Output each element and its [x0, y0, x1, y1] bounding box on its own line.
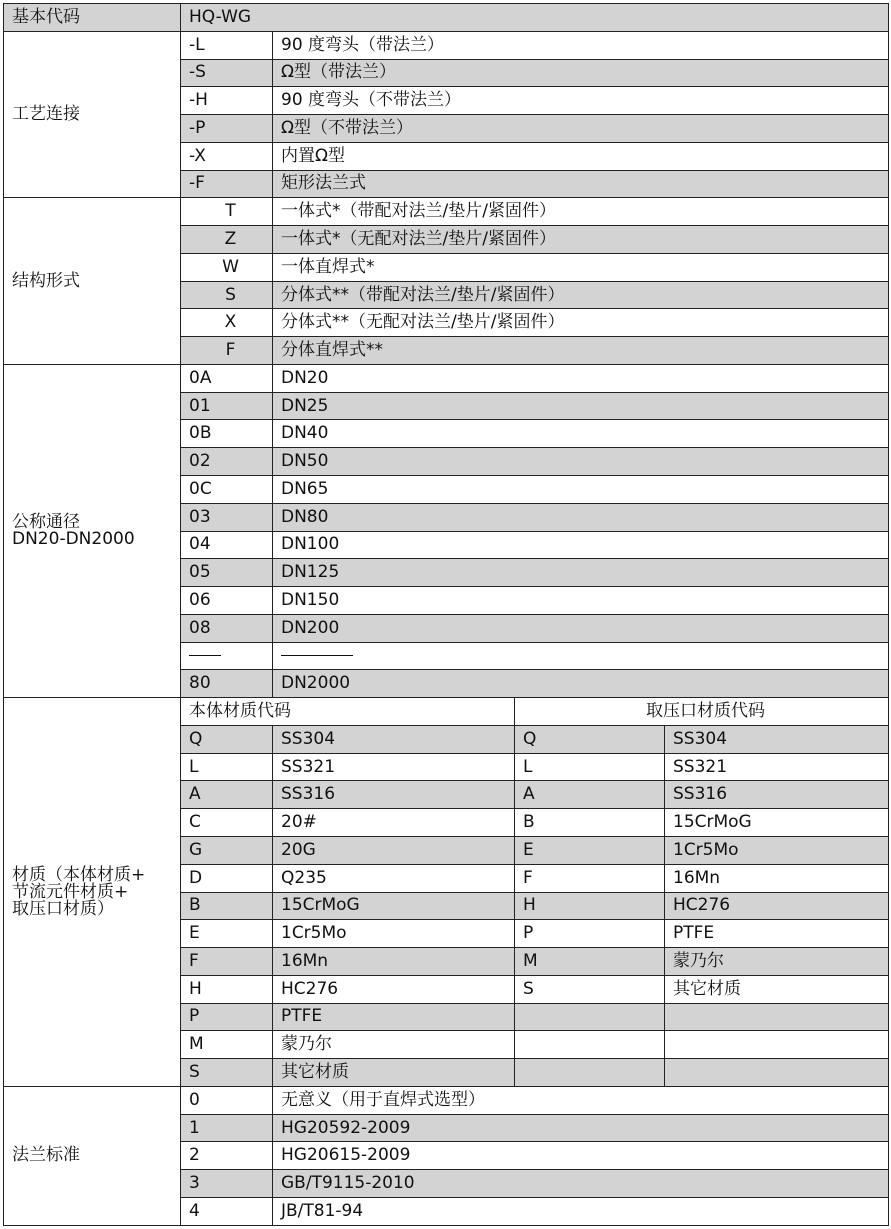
port-material-header: 取压口材质代码: [515, 698, 889, 726]
body-desc: 20G: [273, 836, 515, 864]
option-desc: DN20: [273, 364, 889, 392]
port-desc: SS321: [665, 753, 889, 781]
option-code: 1: [181, 1114, 273, 1142]
option-desc: 90 度弯头（不带法兰）: [273, 87, 889, 115]
option-desc: DN125: [273, 559, 889, 587]
port-desc: 其它材质: [665, 975, 889, 1003]
diameter-label-line1: 公称通径: [12, 512, 80, 533]
option-desc: DN65: [273, 476, 889, 504]
port-code: P: [515, 920, 665, 948]
option-code: 08: [181, 614, 273, 642]
port-desc: 16Mn: [665, 864, 889, 892]
port-code: M: [515, 948, 665, 976]
body-desc: SS304: [273, 725, 515, 753]
port-desc: 15CrMoG: [665, 809, 889, 837]
port-code: A: [515, 781, 665, 809]
option-code: 0: [181, 1086, 273, 1114]
structure-row: [4, 198, 889, 226]
body-desc: PTFE: [273, 1003, 515, 1031]
connection-label: 工艺连接: [4, 31, 181, 198]
option-desc: 一体直焊式*: [273, 253, 889, 281]
material-header-row: [4, 698, 889, 726]
port-desc: 1Cr5Mo: [665, 836, 889, 864]
port-desc: HC276: [665, 892, 889, 920]
connection-row: [4, 31, 889, 59]
option-code: -F: [181, 170, 273, 198]
option-desc: Ω型（不带法兰）: [273, 115, 889, 143]
port-desc: SS316: [665, 781, 889, 809]
option-code: 04: [181, 531, 273, 559]
ellipsis-dash-long: [281, 655, 353, 656]
body-desc: 1Cr5Mo: [273, 920, 515, 948]
port-code-empty: [515, 1003, 665, 1031]
body-desc: 其它材质: [273, 1059, 515, 1087]
body-code: C: [181, 809, 273, 837]
option-code: -H: [181, 87, 273, 115]
body-desc: SS321: [273, 753, 515, 781]
option-code: 03: [181, 503, 273, 531]
body-code: D: [181, 864, 273, 892]
body-code: S: [181, 1059, 273, 1087]
option-desc: JB/T81-94: [273, 1197, 889, 1225]
body-code: L: [181, 753, 273, 781]
ellipsis-code-cell: [181, 642, 273, 670]
option-code: 05: [181, 559, 273, 587]
material-label-line3: 取压口材质）: [12, 898, 114, 919]
diameter-label-line2: DN20-DN2000: [12, 529, 135, 550]
option-desc: 一体式*（无配对法兰/垫片/紧固件）: [273, 226, 889, 254]
body-desc: 16Mn: [273, 948, 515, 976]
option-code: Z: [181, 226, 273, 254]
option-desc: DN80: [273, 503, 889, 531]
option-code: 3: [181, 1170, 273, 1198]
option-desc: HG20615-2009: [273, 1142, 889, 1170]
option-code: 0A: [181, 364, 273, 392]
option-desc: 一体式*（带配对法兰/垫片/紧固件）: [273, 198, 889, 226]
option-desc: HG20592-2009: [273, 1114, 889, 1142]
material-label-line2: 节流元件材质+: [12, 881, 129, 902]
port-code: S: [515, 975, 665, 1003]
option-code: F: [181, 337, 273, 365]
body-code: A: [181, 781, 273, 809]
option-desc: 分体直焊式**: [273, 337, 889, 365]
port-code: E: [515, 836, 665, 864]
body-code: M: [181, 1031, 273, 1059]
body-code: H: [181, 975, 273, 1003]
port-code: Q: [515, 725, 665, 753]
option-code: 2: [181, 1142, 273, 1170]
option-code: 02: [181, 448, 273, 476]
option-code: 80: [181, 670, 273, 698]
option-code: W: [181, 253, 273, 281]
port-desc: 蒙乃尔: [665, 948, 889, 976]
body-code: F: [181, 948, 273, 976]
port-desc-empty: [665, 1031, 889, 1059]
option-desc: GB/T9115-2010: [273, 1170, 889, 1198]
structure-label: 结构形式: [4, 198, 181, 365]
option-desc: 分体式**（带配对法兰/垫片/紧固件）: [273, 281, 889, 309]
port-code: L: [515, 753, 665, 781]
option-desc: 内置Ω型: [273, 142, 889, 170]
option-code: -S: [181, 59, 273, 87]
option-desc: 90 度弯头（带法兰）: [273, 31, 889, 59]
port-desc: PTFE: [665, 920, 889, 948]
port-code-empty: [515, 1031, 665, 1059]
body-desc: HC276: [273, 975, 515, 1003]
option-desc: DN2000: [273, 670, 889, 698]
option-code: -X: [181, 142, 273, 170]
option-code: -L: [181, 31, 273, 59]
port-desc: SS304: [665, 725, 889, 753]
option-desc: DN150: [273, 587, 889, 615]
option-desc: DN200: [273, 614, 889, 642]
body-desc: SS316: [273, 781, 515, 809]
flange-row: [4, 1086, 889, 1114]
port-desc-empty: [665, 1003, 889, 1031]
model-selection-table: [3, 3, 889, 1226]
diameter-row: [4, 364, 889, 392]
option-desc: DN25: [273, 392, 889, 420]
port-code-empty: [515, 1059, 665, 1087]
body-code: P: [181, 1003, 273, 1031]
option-code: 01: [181, 392, 273, 420]
option-desc: DN40: [273, 420, 889, 448]
port-desc-empty: [665, 1059, 889, 1087]
port-code: H: [515, 892, 665, 920]
body-desc: Q235: [273, 864, 515, 892]
body-desc: 20#: [273, 809, 515, 837]
port-code: F: [515, 864, 665, 892]
body-material-header: 本体材质代码: [181, 698, 515, 726]
option-code: X: [181, 309, 273, 337]
option-code: S: [181, 281, 273, 309]
body-code: Q: [181, 725, 273, 753]
body-code: G: [181, 836, 273, 864]
base-code-label: 基本代码: [4, 4, 181, 32]
option-code: 4: [181, 1197, 273, 1225]
port-code: B: [515, 809, 665, 837]
option-desc: 矩形法兰式: [273, 170, 889, 198]
ellipsis-desc-cell: [273, 642, 889, 670]
option-desc: Ω型（带法兰）: [273, 59, 889, 87]
option-code: 06: [181, 587, 273, 615]
option-code: T: [181, 198, 273, 226]
body-desc: 15CrMoG: [273, 892, 515, 920]
option-code: 0C: [181, 476, 273, 504]
option-code: -P: [181, 115, 273, 143]
option-desc: DN50: [273, 448, 889, 476]
option-desc: DN100: [273, 531, 889, 559]
material-label-line1: 材质（本体材质+: [12, 864, 146, 885]
body-desc: 蒙乃尔: [273, 1031, 515, 1059]
option-code: 0B: [181, 420, 273, 448]
body-code: E: [181, 920, 273, 948]
base-code-value: HQ-WG: [181, 4, 889, 32]
diameter-label: [4, 364, 181, 697]
material-label: [4, 698, 181, 1087]
option-desc: 无意义（用于直焊式选型）: [273, 1086, 889, 1114]
option-desc: 分体式**（无配对法兰/垫片/紧固件）: [273, 309, 889, 337]
base-code-row: [4, 4, 889, 32]
body-code: B: [181, 892, 273, 920]
flange-label: 法兰标准: [4, 1086, 181, 1225]
ellipsis-dash-short: [189, 655, 221, 656]
